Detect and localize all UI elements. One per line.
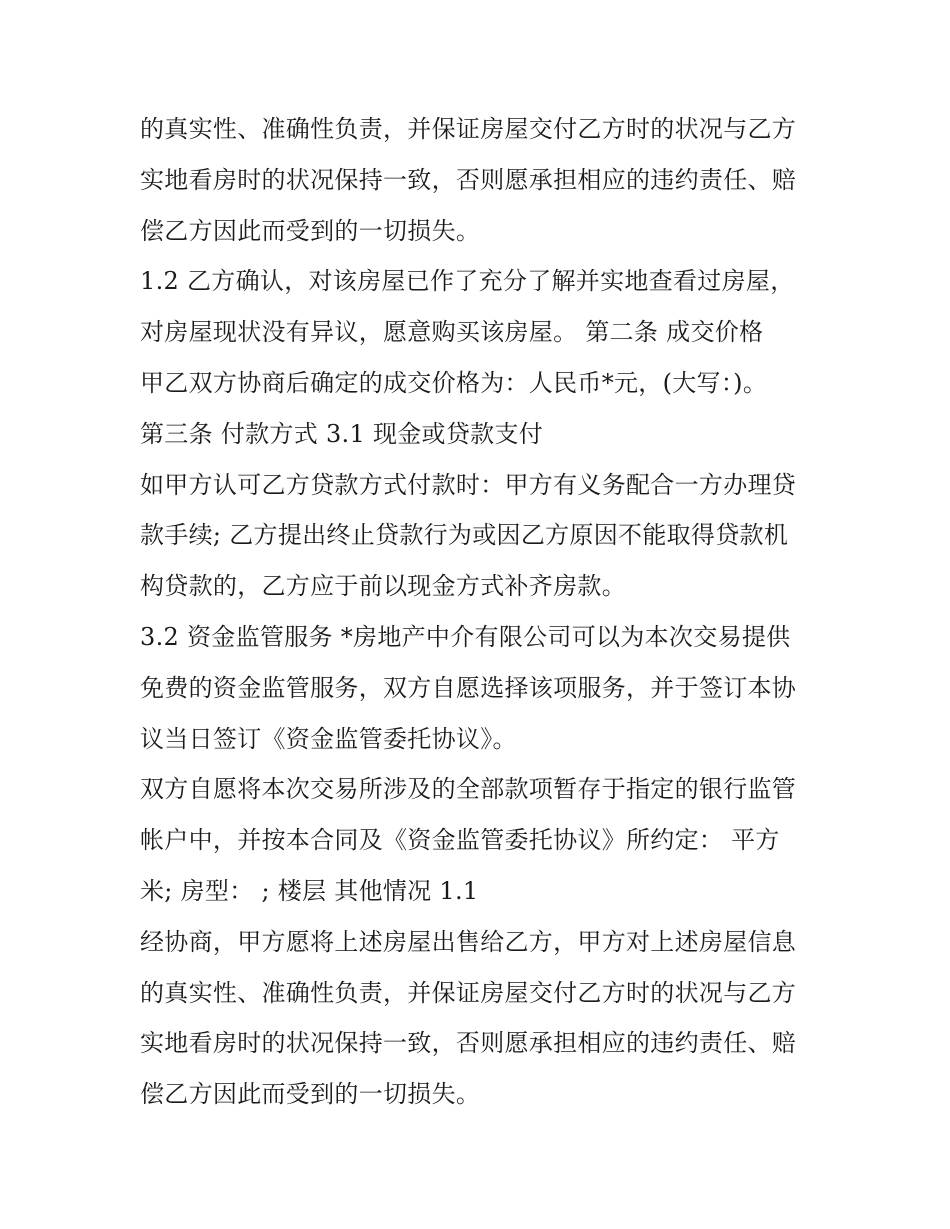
text-line: 第三条 付款方式 3.1 现金或贷款支付	[140, 419, 544, 448]
text-line: 如甲方认可乙方贷款方式付款时：甲方有义务配合一方办理贷	[140, 470, 797, 499]
text-line: 对房屋现状没有异议，愿意购买该房屋。 第二条 成交价格	[140, 318, 764, 347]
text-line: 议当日签订《资金监管委托协议》。	[140, 724, 517, 753]
text-line: 1.2 乙方确认，对该房屋已作了充分了解并实地查看过房屋，	[140, 267, 795, 296]
text-line: 帐户中，并按本合同及《资金监管委托协议》所约定： 平方	[140, 826, 780, 855]
text-line: 双方自愿将本次交易所涉及的全部款项暂存于指定的银行监管	[140, 775, 797, 804]
text-line: 构贷款的，乙方应于前以现金方式补齐房款。	[140, 572, 626, 601]
text-line: 甲乙双方协商后确定的成交价格为：人民币*元，(大写：)。	[140, 368, 768, 397]
text-line: 米; 房型： ; 楼层 其他情况 1.1	[140, 876, 479, 905]
text-line: 的真实性、准确性负责，并保证房屋交付乙方时的状况与乙方	[140, 115, 797, 143]
text-line: 实地看房时的状况保持一致，否则愿承担相应的违约责任、赔	[140, 165, 797, 194]
text-line: 3.2 资金监管服务 *房地产中介有限公司可以为本次交易提供	[140, 622, 791, 651]
text-line: 偿乙方因此而受到的一切损失。	[140, 216, 481, 245]
text-line: 经协商，甲方愿将上述房屋出售给乙方，甲方对上述房屋信息	[140, 927, 797, 956]
text-line: 实地看房时的状况保持一致，否则愿承担相应的违约责任、赔	[140, 1029, 797, 1058]
text-line: 免费的资金监管服务，双方自愿选择该项服务，并于签订本协	[140, 673, 797, 702]
contract-text	[140, 104, 820, 1120]
text-line: 款手续; 乙方提出终止贷款行为或因乙方原因不能取得贷款机	[140, 521, 789, 550]
text-line: 的真实性、准确性负责，并保证房屋交付乙方时的状况与乙方	[140, 978, 797, 1007]
text-line: 偿乙方因此而受到的一切损失。	[140, 1080, 481, 1109]
